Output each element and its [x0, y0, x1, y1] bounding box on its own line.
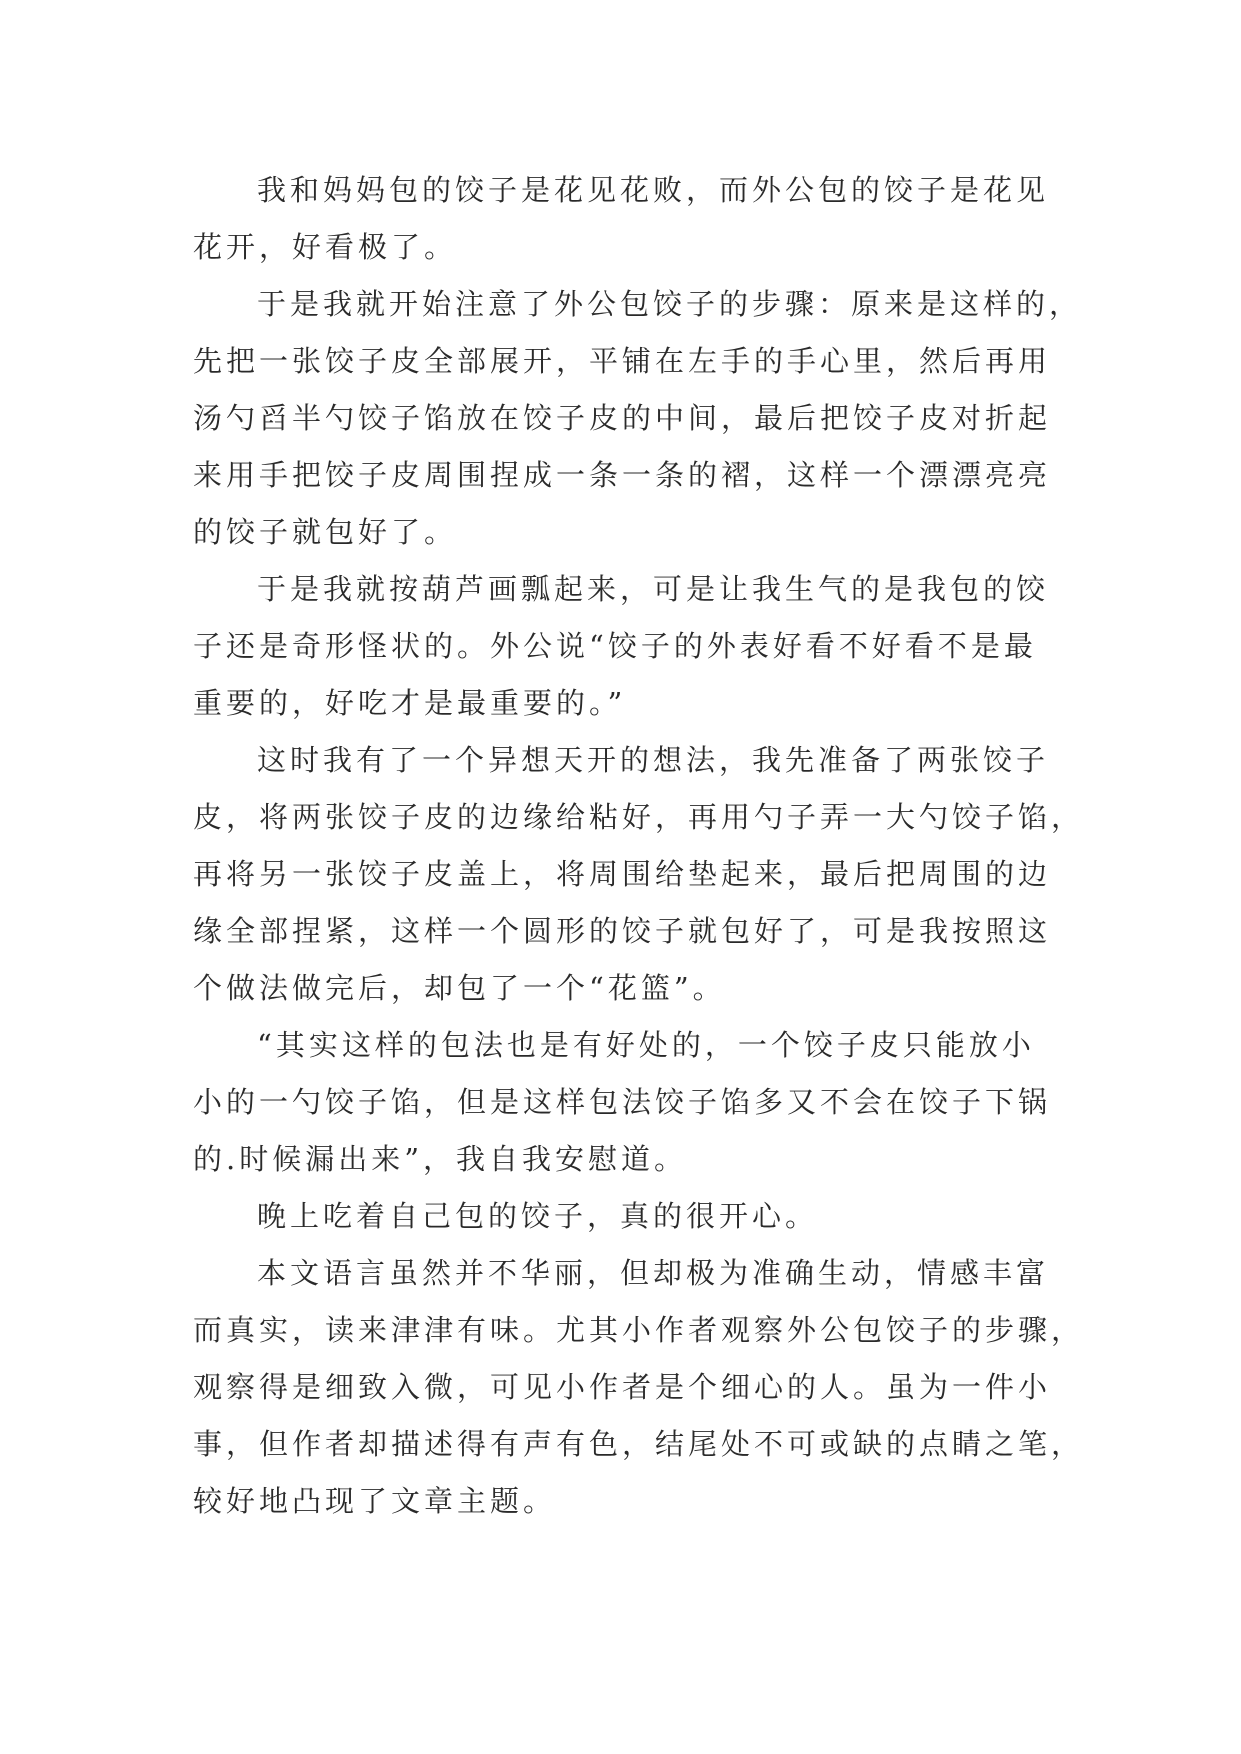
paragraph-5: [193, 1017, 1093, 1188]
text-line: 于是我就开始注意了外公包饺子的步骤：原来是这样的，: [257, 287, 1083, 321]
document-body: [193, 162, 1093, 1530]
text-line: 本文语言虽然并不华丽，但却极为准确生动，情感丰富: [257, 1256, 1050, 1290]
text-line: 事，但作者却描述得有声有色，结尾处不可或缺的点睛之笔，: [193, 1427, 1085, 1461]
text-line: 再将另一张饺子皮盖上，将周围给垫起来，最后把周围的边: [193, 857, 1052, 891]
text-line: 来用手把饺子皮周围捏成一条一条的褶，这样一个漂漂亮亮: [193, 458, 1052, 492]
paragraph-7: [193, 1245, 1093, 1530]
text-line: 汤勺舀半勺饺子馅放在饺子皮的中间，最后把饺子皮对折起: [193, 401, 1052, 435]
text-line: 较好地凸现了文章主题。: [193, 1484, 557, 1518]
text-line: 先把一张饺子皮全部展开，平铺在左手的手心里，然后再用: [193, 344, 1052, 378]
text-line: 小的一勺饺子馅，但是这样包法饺子馅多又不会在饺子下锅: [193, 1085, 1052, 1119]
text-line: 而真实，读来津津有味。尤其小作者观察外公包饺子的步骤，: [193, 1313, 1085, 1347]
text-line: 花开，好看极了。: [193, 230, 458, 264]
text-line: 于是我就按葫芦画瓢起来，可是让我生气的是我包的饺: [257, 572, 1050, 606]
text-line: 缘全部捏紧，这样一个圆形的饺子就包好了，可是我按照这: [193, 914, 1052, 948]
text-line: “其实这样的包法也是有好处的，一个饺子皮只能放小: [257, 1028, 1035, 1062]
text-line: 重要的，好吃才是最重要的。”: [193, 686, 627, 720]
paragraph-2: [193, 276, 1093, 561]
paragraph-4: [193, 732, 1093, 1017]
text-line: 我和妈妈包的饺子是花见花败，而外公包的饺子是花见: [257, 173, 1050, 207]
text-line: 这时我有了一个异想天开的想法，我先准备了两张饺子: [257, 743, 1050, 777]
text-line: 子还是奇形怪状的。外公说“饺子的外表好看不好看不是最: [193, 629, 1037, 663]
text-line: 的饺子就包好了。: [193, 515, 458, 549]
paragraph-3: [193, 561, 1093, 732]
text-line: 晚上吃着自己包的饺子，真的很开心。: [257, 1199, 819, 1233]
text-line: 个做法做完后，却包了一个“花篮”。: [193, 971, 726, 1005]
text-line: 的.时候漏出来”，我自我安慰道。: [193, 1142, 688, 1176]
text-line: 观察得是细致入微，可见小作者是个细心的人。虽为一件小: [193, 1370, 1052, 1404]
paragraph-6: [193, 1188, 1093, 1245]
paragraph-1: [193, 162, 1093, 276]
text-line: 皮，将两张饺子皮的边缘给粘好，再用勺子弄一大勺饺子馅，: [193, 800, 1085, 834]
